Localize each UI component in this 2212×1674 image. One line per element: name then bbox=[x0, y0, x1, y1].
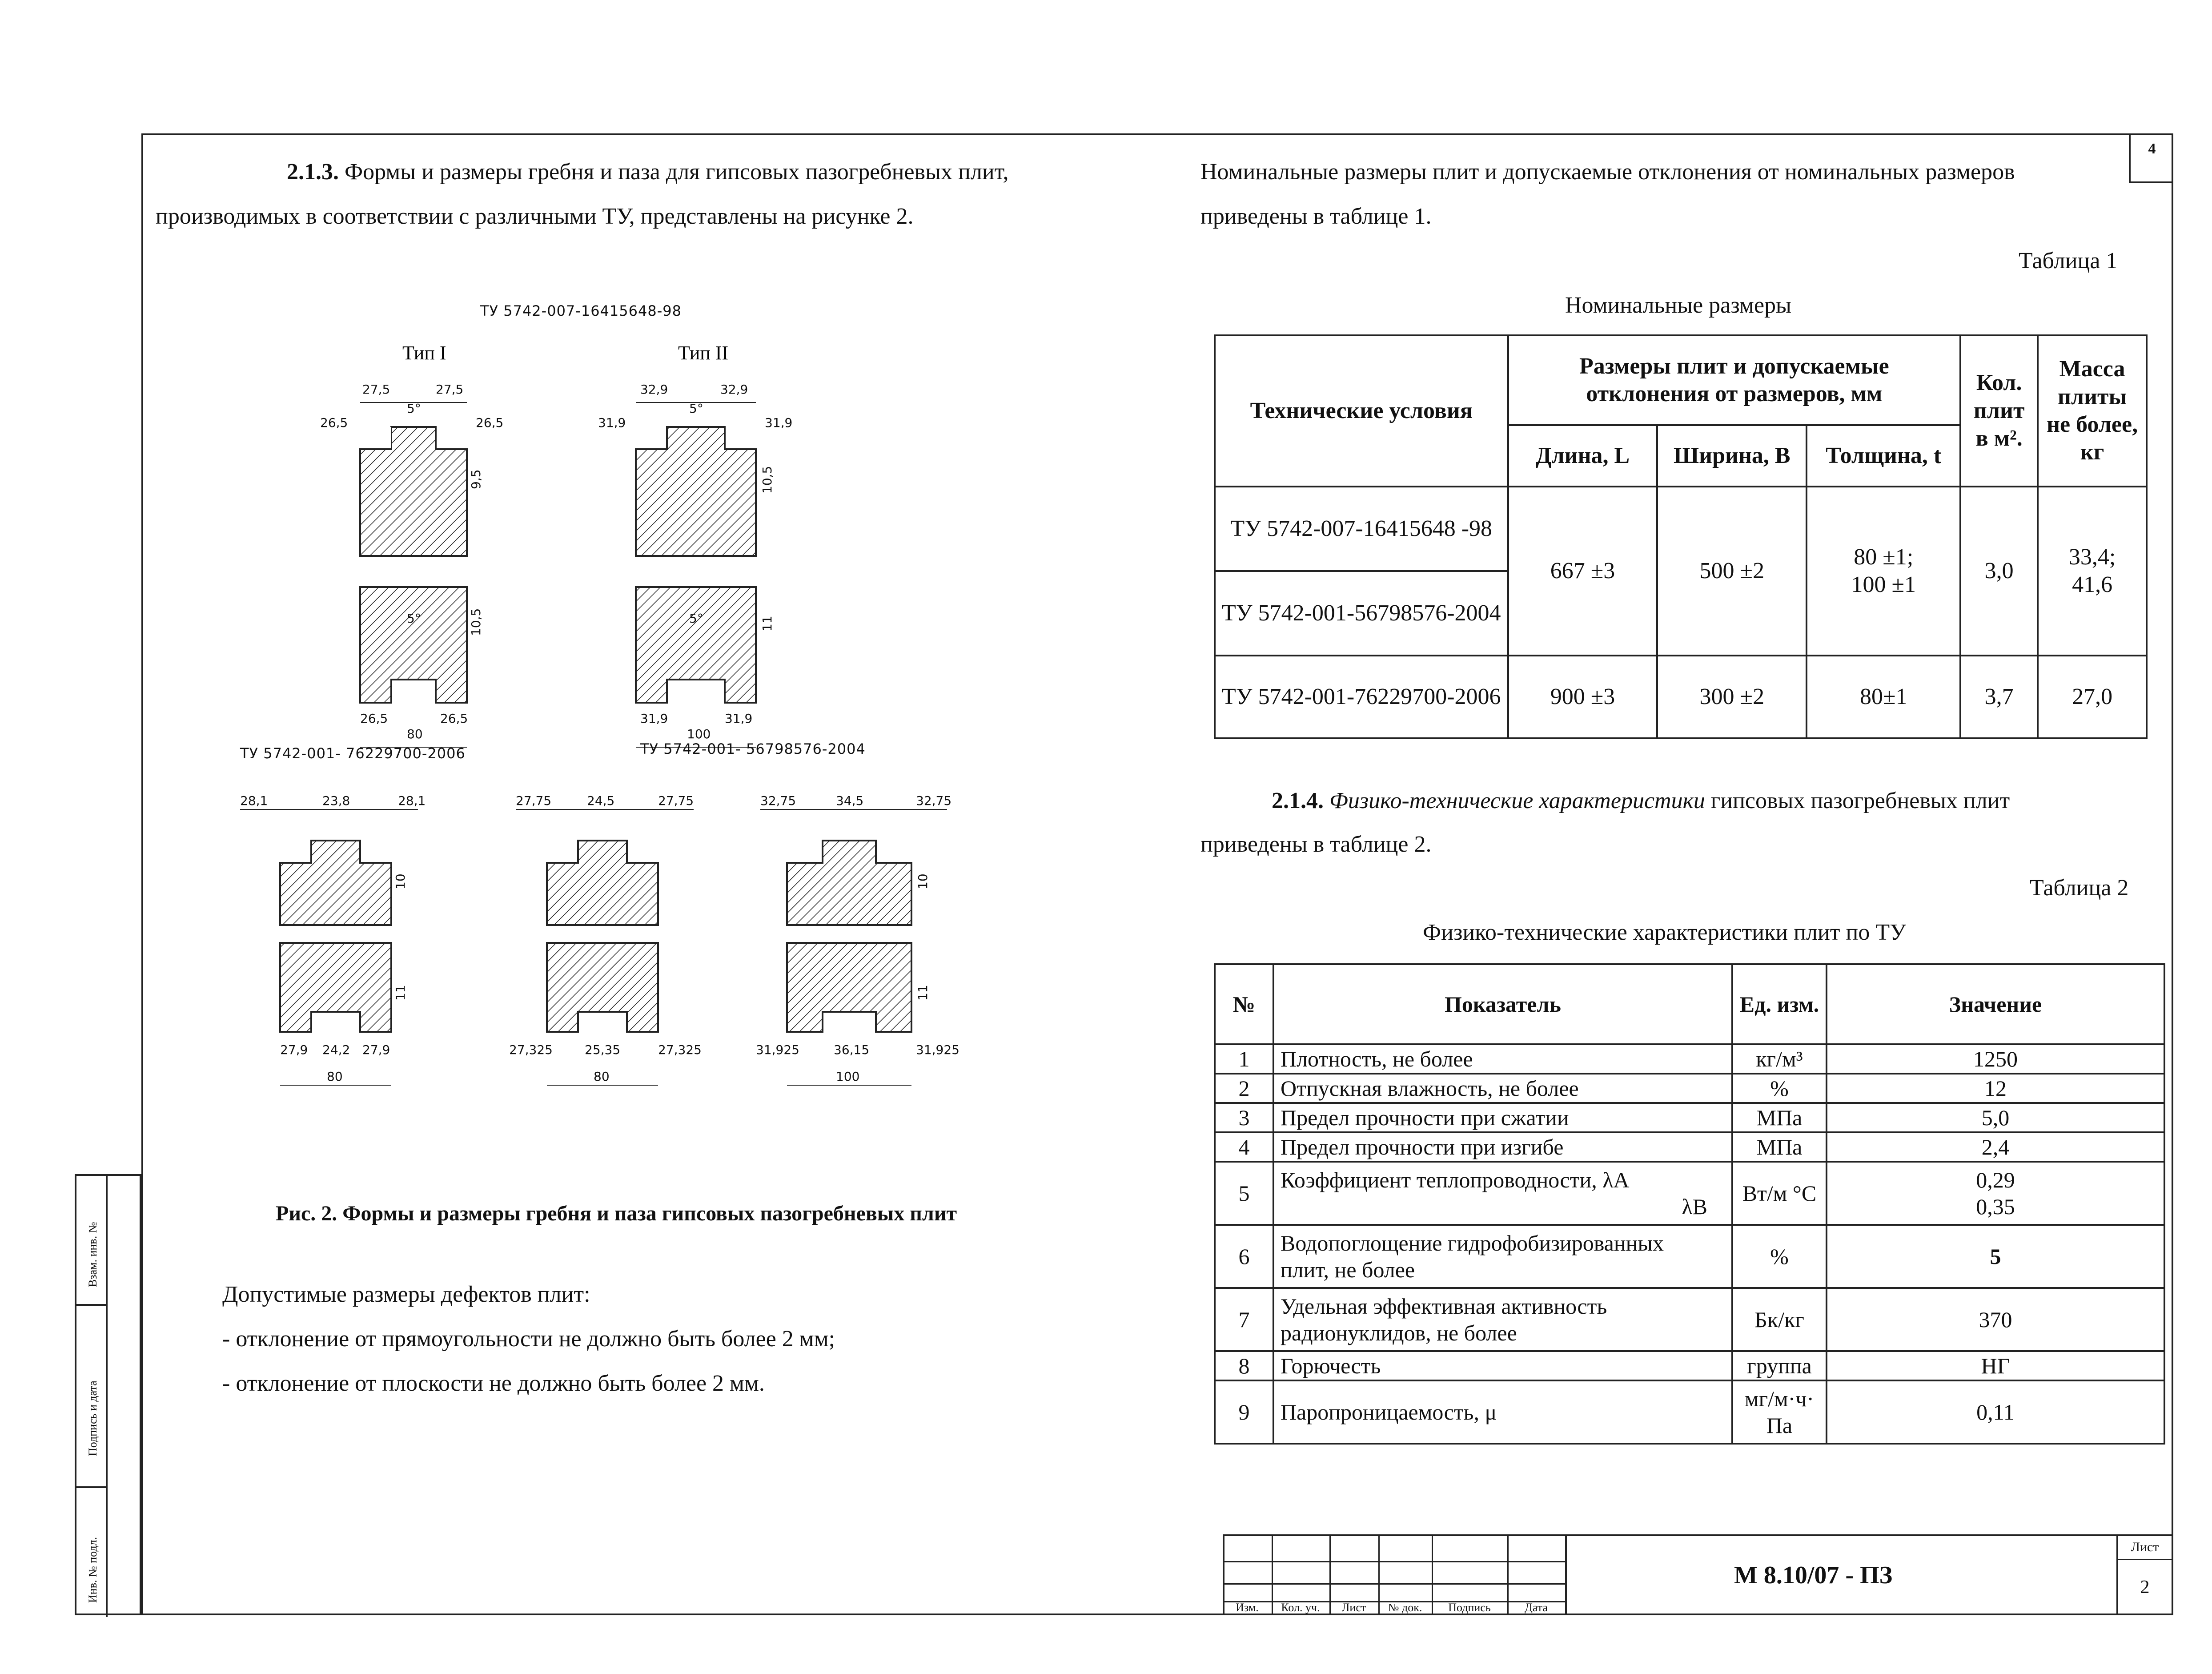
t2-r9-unit-2: Па bbox=[1766, 1413, 1793, 1438]
t1-h-mass: Масса плиты не более, кг bbox=[2038, 335, 2147, 487]
t1-h-tu: Технические условия bbox=[1215, 335, 1508, 487]
t1-h-sizes: Размеры плит и допускаемые отклонения от размеров, мм bbox=[1508, 335, 1961, 425]
b2-width: 80 bbox=[594, 1069, 610, 1084]
t2-r2-unit: % bbox=[1732, 1074, 1827, 1103]
t2-r9-unit-1: мг/м·ч· bbox=[1744, 1386, 1815, 1411]
b1-top-0: 28,1 bbox=[240, 793, 268, 808]
b3-top-1: 34,5 bbox=[836, 793, 864, 808]
t1-r3-thick: 80±1 bbox=[1807, 656, 1960, 738]
defect-1: - отклонение от прямоугольности не должно быть более 2 мм; bbox=[222, 1326, 835, 1352]
t1-mass-1: 33,4; bbox=[2068, 544, 2116, 570]
intro-line2: приведены в таблице 1. bbox=[1200, 204, 1432, 229]
sheet-label: Лист bbox=[2131, 1540, 2159, 1554]
t2-r8-param: Горючесть bbox=[1273, 1351, 1732, 1380]
t2-r5-unit: Вт/м °С bbox=[1732, 1162, 1827, 1225]
t1-top-right: 26,5 bbox=[476, 415, 504, 430]
t1-h-thick: Толщина, t bbox=[1807, 425, 1960, 487]
b1-width: 80 bbox=[327, 1069, 343, 1084]
stamp-col-sign: Подпись bbox=[1448, 1601, 1491, 1614]
t2-angle2: 5° bbox=[689, 611, 703, 626]
para-214-italic: Физико-технические характеристики bbox=[1329, 788, 1705, 813]
t2-r5-param-1: Коэффициент теплопроводности, λA bbox=[1281, 1167, 1630, 1192]
t1-r12-count: 3,0 bbox=[1960, 487, 2038, 656]
t1-thick-2: 100 ±1 bbox=[1851, 572, 1916, 597]
b2-bot-2: 27,325 bbox=[658, 1042, 702, 1057]
t2-r8-no: 8 bbox=[1215, 1351, 1273, 1380]
t2-top-b: 32,9 bbox=[720, 382, 748, 397]
t2-r2-value: 12 bbox=[1827, 1074, 2164, 1103]
table2-label: Таблица 2 bbox=[2030, 875, 2129, 901]
b2-top-block bbox=[547, 841, 658, 925]
t1-bot-left: 26,5 bbox=[360, 711, 388, 726]
margin-label-2: Подпись и дата bbox=[86, 1380, 99, 1456]
t2-h-value: Значение bbox=[1827, 964, 2164, 1044]
t2-r9-param: Паропроницаемость, μ bbox=[1273, 1380, 1732, 1444]
b2-top-1: 24,5 bbox=[587, 793, 615, 808]
stamp-col-date: Дата bbox=[1525, 1601, 1548, 1614]
b3-top-0: 32,75 bbox=[760, 793, 796, 808]
t1-angle: 5° bbox=[407, 401, 421, 416]
para-214-number: 2.1.4. bbox=[1272, 788, 1324, 813]
t2-r1-value: 1250 bbox=[1827, 1044, 2164, 1074]
t2-r5-value bbox=[1827, 1162, 2164, 1225]
t2-r6-no: 6 bbox=[1215, 1225, 1273, 1288]
b1-v1: 10 bbox=[393, 873, 408, 889]
type1-top-block bbox=[360, 427, 467, 556]
t2-r9-value: 0,11 bbox=[1827, 1380, 2164, 1444]
b1-top-2: 28,1 bbox=[398, 793, 426, 808]
figure-caption: Рис. 2. Формы и размеры гребня и паза гипсовых пазогребневых плит bbox=[276, 1202, 957, 1225]
t1-thick-1: 80 ±1; bbox=[1854, 544, 1914, 570]
t1-r3-tu: ТУ 5742-001-76229700-2006 bbox=[1215, 656, 1508, 738]
t2-width: 100 bbox=[687, 727, 711, 741]
stamp-col-doc: № док. bbox=[1388, 1601, 1422, 1614]
b2-bot-0: 27,325 bbox=[509, 1042, 553, 1057]
t1-r12-thick bbox=[1807, 487, 1960, 656]
t1-r12-length: 667 ±3 bbox=[1508, 487, 1658, 656]
t2-r7-param bbox=[1273, 1288, 1732, 1351]
t1-v1: 9,5 bbox=[469, 469, 483, 489]
t2-r5-value-1: 0,29 bbox=[1976, 1167, 2015, 1192]
b1-top-1: 23,8 bbox=[322, 793, 350, 808]
t2-r3-param: Предел прочности при сжатии bbox=[1273, 1103, 1732, 1132]
b3-width: 100 bbox=[836, 1069, 860, 1084]
t1-r3-count: 3,7 bbox=[1960, 656, 2038, 738]
t1-v2: 10,5 bbox=[469, 608, 483, 636]
b2-bot-1: 25,35 bbox=[585, 1042, 621, 1057]
table-1 bbox=[1214, 334, 2148, 739]
table1-title: Номинальные размеры bbox=[1565, 293, 1791, 318]
b3-bot-2: 31,925 bbox=[916, 1042, 959, 1057]
t2-r3-unit: МПа bbox=[1732, 1103, 1827, 1132]
t2-v2: 11 bbox=[760, 616, 775, 632]
b1-bot-0: 27,9 bbox=[280, 1042, 308, 1057]
margin-stamp bbox=[75, 1174, 141, 1615]
t2-r4-param: Предел прочности при изгибе bbox=[1273, 1132, 1732, 1162]
table-2 bbox=[1214, 963, 2165, 1445]
intro-line1: Номинальные размеры плит и допускаемые отклонения от номинальных размеров bbox=[1200, 159, 2015, 185]
para-214-line2: приведены в таблице 2. bbox=[1200, 832, 1432, 857]
figure-type2-label: Тип II bbox=[678, 342, 729, 364]
t2-h-param: Показатель bbox=[1273, 964, 1732, 1044]
b1-bot-2: 27,9 bbox=[362, 1042, 390, 1057]
t2-r6-param bbox=[1273, 1225, 1732, 1288]
figure-title-top: ТУ 5742-007-16415648-98 bbox=[480, 302, 682, 319]
figure-2 bbox=[209, 294, 1040, 1121]
t2-h-no: № bbox=[1215, 964, 1273, 1044]
type2-bottom-block bbox=[636, 587, 756, 703]
t1-r1-tu: ТУ 5742-007-16415648 -98 bbox=[1215, 487, 1508, 571]
t2-r4-no: 4 bbox=[1215, 1132, 1273, 1162]
table1-label: Таблица 1 bbox=[2019, 248, 2118, 274]
para-213-text: Формы и размеры гребня и паза для гипсовых пазогребневых плит, bbox=[345, 159, 1009, 185]
t2-r9-unit bbox=[1732, 1380, 1827, 1444]
b3-bottom-block bbox=[787, 943, 911, 1032]
figure-type1-label: Тип I bbox=[402, 342, 446, 364]
figure-label-bl: ТУ 5742-001- 76229700-2006 bbox=[240, 745, 466, 762]
t2-bot-left: 31,9 bbox=[640, 711, 668, 726]
b1-v2: 11 bbox=[393, 985, 408, 1001]
type2-top-block bbox=[636, 427, 756, 556]
t2-h-unit: Ед. изм. bbox=[1732, 964, 1827, 1044]
t1-mass-2: 41,6 bbox=[2072, 572, 2113, 597]
title-block-grid bbox=[1223, 1534, 1565, 1615]
t2-r5-value-2: 0,35 bbox=[1976, 1194, 2015, 1219]
para-213-number: 2.1.3. bbox=[287, 159, 339, 185]
defects-title: Допустимые размеры дефектов плит: bbox=[222, 1282, 590, 1307]
t2-v1: 10,5 bbox=[760, 466, 775, 494]
t2-r7-param-1: Удельная эффективная активность bbox=[1281, 1294, 1607, 1319]
b3-v1: 10 bbox=[915, 873, 930, 889]
stamp-col-izm: Изм. bbox=[1236, 1601, 1259, 1614]
t2-r7-param-2: радионуклидов, не более bbox=[1281, 1320, 1517, 1345]
t2-r3-no: 3 bbox=[1215, 1103, 1273, 1132]
type1-bottom-block bbox=[360, 587, 467, 703]
t2-top-a: 32,9 bbox=[640, 382, 668, 397]
t1-bot-right: 26,5 bbox=[440, 711, 468, 726]
t2-top-left: 31,9 bbox=[598, 415, 626, 430]
t2-angle: 5° bbox=[689, 401, 703, 416]
t2-r2-param: Отпускная влажность, не более bbox=[1273, 1074, 1732, 1103]
t1-r12-mass bbox=[2038, 487, 2147, 656]
table2-title: Физико-технические характеристики плит по ТУ bbox=[1423, 920, 1906, 945]
b3-bot-0: 31,925 bbox=[756, 1042, 799, 1057]
t1-width: 80 bbox=[407, 727, 423, 741]
title-block bbox=[1223, 1534, 2173, 1615]
stamp-col-kol: Кол. уч. bbox=[1281, 1601, 1320, 1614]
t2-r5-param-2: λB bbox=[1682, 1194, 1707, 1219]
t2-bot-right: 31,9 bbox=[725, 711, 753, 726]
t1-top-b: 27,5 bbox=[436, 382, 464, 397]
margin-label-3: Инв. № подл. bbox=[86, 1537, 99, 1603]
para-214-rest: гипсовых пазогребневых плит bbox=[1710, 788, 2010, 813]
t2-r1-unit: кг/м³ bbox=[1732, 1044, 1827, 1074]
t2-r5-no: 5 bbox=[1215, 1162, 1273, 1225]
b3-top-block bbox=[787, 841, 911, 925]
b1-bottom-block bbox=[280, 943, 391, 1032]
t2-r6-value: 5 bbox=[1827, 1225, 2164, 1288]
t2-r6-param-1: Водопоглощение гидрофобизированных bbox=[1281, 1231, 1664, 1256]
para-214-line1 bbox=[1272, 787, 2010, 815]
t2-r1-param: Плотность, не более bbox=[1273, 1044, 1732, 1074]
b1-bot-1: 24,2 bbox=[322, 1042, 350, 1057]
t2-r7-value: 370 bbox=[1827, 1288, 2164, 1351]
t1-r2-tu: ТУ 5742-001-56798576-2004 bbox=[1215, 571, 1508, 656]
b2-top-0: 27,75 bbox=[516, 793, 552, 808]
t1-r3-length: 900 ±3 bbox=[1508, 656, 1658, 738]
t1-r3-mass: 27,0 bbox=[2038, 656, 2147, 738]
t2-top-right: 31,9 bbox=[765, 415, 793, 430]
t1-angle2: 5° bbox=[407, 611, 421, 626]
t2-r3-value: 5,0 bbox=[1827, 1103, 2164, 1132]
t1-h-length: Длина, L bbox=[1508, 425, 1658, 487]
margin-label-1: Взам. инв. № bbox=[86, 1222, 99, 1287]
b2-bottom-block bbox=[547, 943, 658, 1032]
t2-r8-unit: группа bbox=[1732, 1351, 1827, 1380]
t2-r6-param-2: плит, не более bbox=[1281, 1257, 1415, 1282]
figure-label-br: ТУ 5742-001- 56798576-2004 bbox=[640, 740, 866, 757]
t2-r4-value: 2,4 bbox=[1827, 1132, 2164, 1162]
t1-r3-width: 300 ±2 bbox=[1657, 656, 1807, 738]
t2-r8-value: НГ bbox=[1827, 1351, 2164, 1380]
t1-h-count: Кол. плит в м². bbox=[1960, 335, 2038, 487]
t2-r4-unit: МПа bbox=[1732, 1132, 1827, 1162]
t2-r5-param bbox=[1273, 1162, 1732, 1225]
t1-h-width: Ширина, B bbox=[1657, 425, 1807, 487]
para-213-line1 bbox=[287, 158, 1008, 186]
t2-r7-unit: Бк/кг bbox=[1732, 1288, 1827, 1351]
t1-top-a: 27,5 bbox=[362, 382, 390, 397]
t2-r6-unit: % bbox=[1732, 1225, 1827, 1288]
para-213-line2: производимых в соответствии с различными ТУ, представлены на рисунке 2. bbox=[156, 204, 914, 229]
defect-2: - отклонение от плоскости не должно быть более 2 мм. bbox=[222, 1371, 765, 1396]
b3-top-2: 32,75 bbox=[916, 793, 952, 808]
b1-top-block bbox=[280, 841, 391, 925]
t2-r2-no: 2 bbox=[1215, 1074, 1273, 1103]
b3-v2: 11 bbox=[915, 985, 930, 1001]
t1-r12-width: 500 ±2 bbox=[1657, 487, 1807, 656]
sheet-corner-number: 4 bbox=[2129, 133, 2173, 183]
t1-top-left: 26,5 bbox=[320, 415, 348, 430]
t2-r1-no: 1 bbox=[1215, 1044, 1273, 1074]
b2-top-2: 27,75 bbox=[658, 793, 694, 808]
t2-r9-no: 9 bbox=[1215, 1380, 1273, 1444]
doc-code: М 8.10/07 - ПЗ bbox=[1734, 1561, 1893, 1589]
t2-r7-no: 7 bbox=[1215, 1288, 1273, 1351]
b3-bot-1: 36,15 bbox=[834, 1042, 870, 1057]
stamp-col-list: Лист bbox=[1341, 1601, 1366, 1614]
sheet-number: 2 bbox=[2140, 1577, 2150, 1598]
